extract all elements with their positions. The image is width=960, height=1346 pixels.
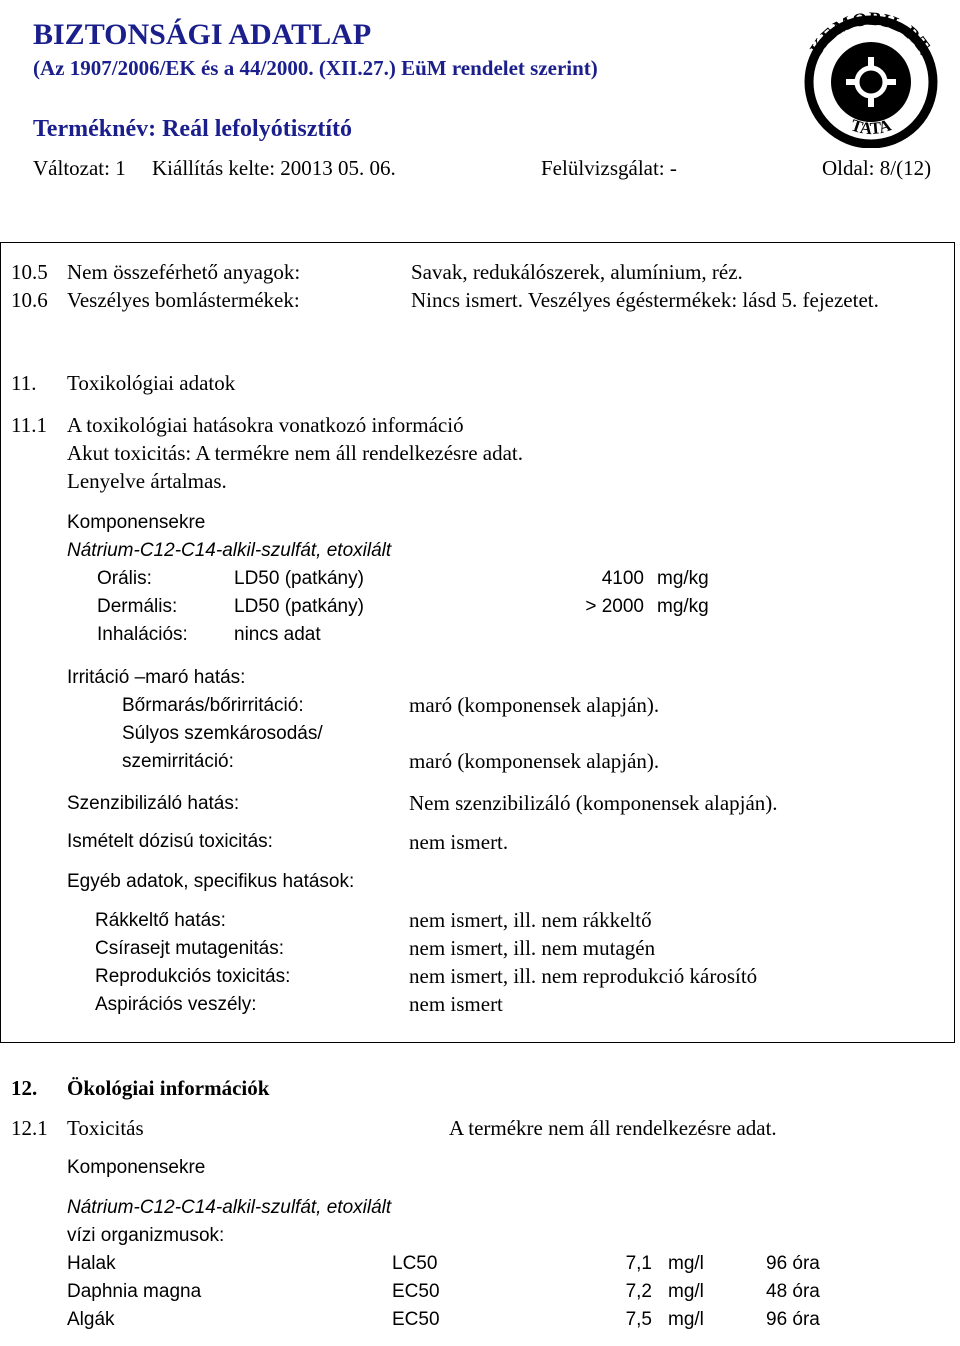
sensitization-label: Szenzibilizáló hatás: xyxy=(67,793,240,814)
ld-route: Dermális: xyxy=(97,596,178,617)
row-label: Nem összeférhető anyagok: xyxy=(67,260,301,284)
skin-value: maró (komponensek alapján). xyxy=(409,693,660,717)
ld-value: > 2000 xyxy=(585,596,644,617)
eco-value: 7,2 xyxy=(625,1281,652,1302)
eye-value: maró (komponensek alapján). xyxy=(409,749,660,773)
organisms-label: vízi organizmusok: xyxy=(67,1225,225,1246)
other-effects-label: Egyéb adatok, specifikus hatások: xyxy=(67,871,355,892)
ld-route: Orális: xyxy=(97,568,152,589)
regulation-subtitle: (Az 1907/2006/EK és a 44/2000. (XII.27.) EüM rendelet szerint) xyxy=(33,56,598,80)
irritation-label: Irritáció –maró hatás: xyxy=(67,667,246,688)
section-number: 11. xyxy=(11,371,37,395)
ld-test: LD50 (patkány) xyxy=(234,596,364,617)
version: Változat: 1 xyxy=(33,156,126,180)
eco-organism: Algák xyxy=(67,1309,115,1330)
svg-text:TATA: TATA xyxy=(848,115,894,139)
component-name: Nátrium-C12-C14-alkil-szulfát, etoxilált xyxy=(67,1197,392,1218)
other-effect-value: nem ismert xyxy=(409,992,503,1016)
eco-duration: 96 óra xyxy=(766,1309,820,1330)
other-effect-label: Csírasejt mutagenitás: xyxy=(95,938,285,959)
subsection-title: Toxicitás xyxy=(67,1116,144,1140)
revision: Felülvizsgálat: - xyxy=(541,156,677,180)
section-border-left xyxy=(0,242,1,1043)
eco-organism: Halak xyxy=(67,1253,116,1274)
eco-organism: Daphnia magna xyxy=(67,1281,202,1302)
sensitization-value: Nem szenzibilizáló (komponensek alapján). xyxy=(409,791,778,815)
row-num: 10.5 xyxy=(11,260,48,284)
skin-label: Bőrmarás/bőrirritáció: xyxy=(122,695,304,716)
eco-test: LC50 xyxy=(392,1253,438,1274)
eco-duration: 96 óra xyxy=(766,1253,820,1274)
section-border-right xyxy=(954,242,955,1043)
eye-label-line2: szemirritáció: xyxy=(122,751,234,772)
svg-text:KEMOBIL RT.: KEMOBIL RT. xyxy=(806,12,936,59)
eco-value: 7,5 xyxy=(625,1309,652,1330)
eco-unit: mg/l xyxy=(668,1309,704,1330)
swallowed-statement: Lenyelve ártalmas. xyxy=(67,469,227,493)
eco-unit: mg/l xyxy=(668,1253,704,1274)
section-title: Ökológiai információk xyxy=(67,1076,270,1100)
eco-test: EC50 xyxy=(392,1281,440,1302)
ld-test: nincs adat xyxy=(234,624,321,645)
issue-date: Kiállítás kelte: 20013 05. 06. xyxy=(152,156,396,180)
section-border-bottom xyxy=(0,1042,955,1043)
kemobil-logo xyxy=(796,12,946,148)
section-number: 12. xyxy=(11,1076,38,1100)
repeated-dose-label: Ismételt dózisú toxicitás: xyxy=(67,831,273,852)
product-name: Terméknév: Reál lefolyótisztító xyxy=(33,116,353,142)
components-label: Komponensekre xyxy=(67,1157,206,1178)
section-title: Toxikológiai adatok xyxy=(67,371,236,395)
component-name: Nátrium-C12-C14-alkil-szulfát, etoxilált xyxy=(67,540,392,561)
subsection-number: 12.1 xyxy=(11,1116,48,1140)
repeated-dose-value: nem ismert. xyxy=(409,830,509,854)
eco-unit: mg/l xyxy=(668,1281,704,1302)
components-label: Komponensekre xyxy=(67,512,206,533)
page-number: Oldal: 8/(12) xyxy=(822,156,932,180)
other-effect-label: Rákkeltő hatás: xyxy=(95,910,226,931)
ld-route: Inhalációs: xyxy=(97,624,188,645)
row-label: Veszélyes bomlástermékek: xyxy=(67,288,300,312)
subsection-value: A termékre nem áll rendelkezésre adat. xyxy=(449,1116,777,1140)
eco-duration: 48 óra xyxy=(766,1281,820,1302)
other-effect-value: nem ismert, ill. nem rákkeltő xyxy=(409,908,652,932)
eco-value: 7,1 xyxy=(625,1253,652,1274)
row-value: Nincs ismert. Veszélyes égéstermékek: lásd 5. fejezetet. xyxy=(411,288,879,312)
other-effect-value: nem ismert, ill. nem reprodukció károsító xyxy=(409,964,758,988)
ld-unit: mg/kg xyxy=(657,568,709,589)
row-value: Savak, redukálószerek, alumínium, réz. xyxy=(411,260,743,284)
other-effect-label: Aspirációs veszély: xyxy=(95,994,257,1015)
ld-unit: mg/kg xyxy=(657,596,709,617)
subsection-number: 11.1 xyxy=(11,413,47,437)
acute-toxicity: Akut toxicitás: A termékre nem áll rendelkezésre adat. xyxy=(67,441,523,465)
subsection-title: A toxikológiai hatásokra vonatkozó információ xyxy=(67,413,464,437)
eye-label-line1: Súlyos szemkárosodás/ xyxy=(122,723,323,744)
row-num: 10.6 xyxy=(11,288,48,312)
eco-test: EC50 xyxy=(392,1309,440,1330)
other-effect-label: Reprodukciós toxicitás: xyxy=(95,966,291,987)
ld-value: 4100 xyxy=(601,568,644,589)
document-title: BIZTONSÁGI ADATLAP xyxy=(33,18,372,51)
section-border-top xyxy=(0,242,955,243)
ld-test: LD50 (patkány) xyxy=(234,568,364,589)
other-effect-value: nem ismert, ill. nem mutagén xyxy=(409,936,656,960)
